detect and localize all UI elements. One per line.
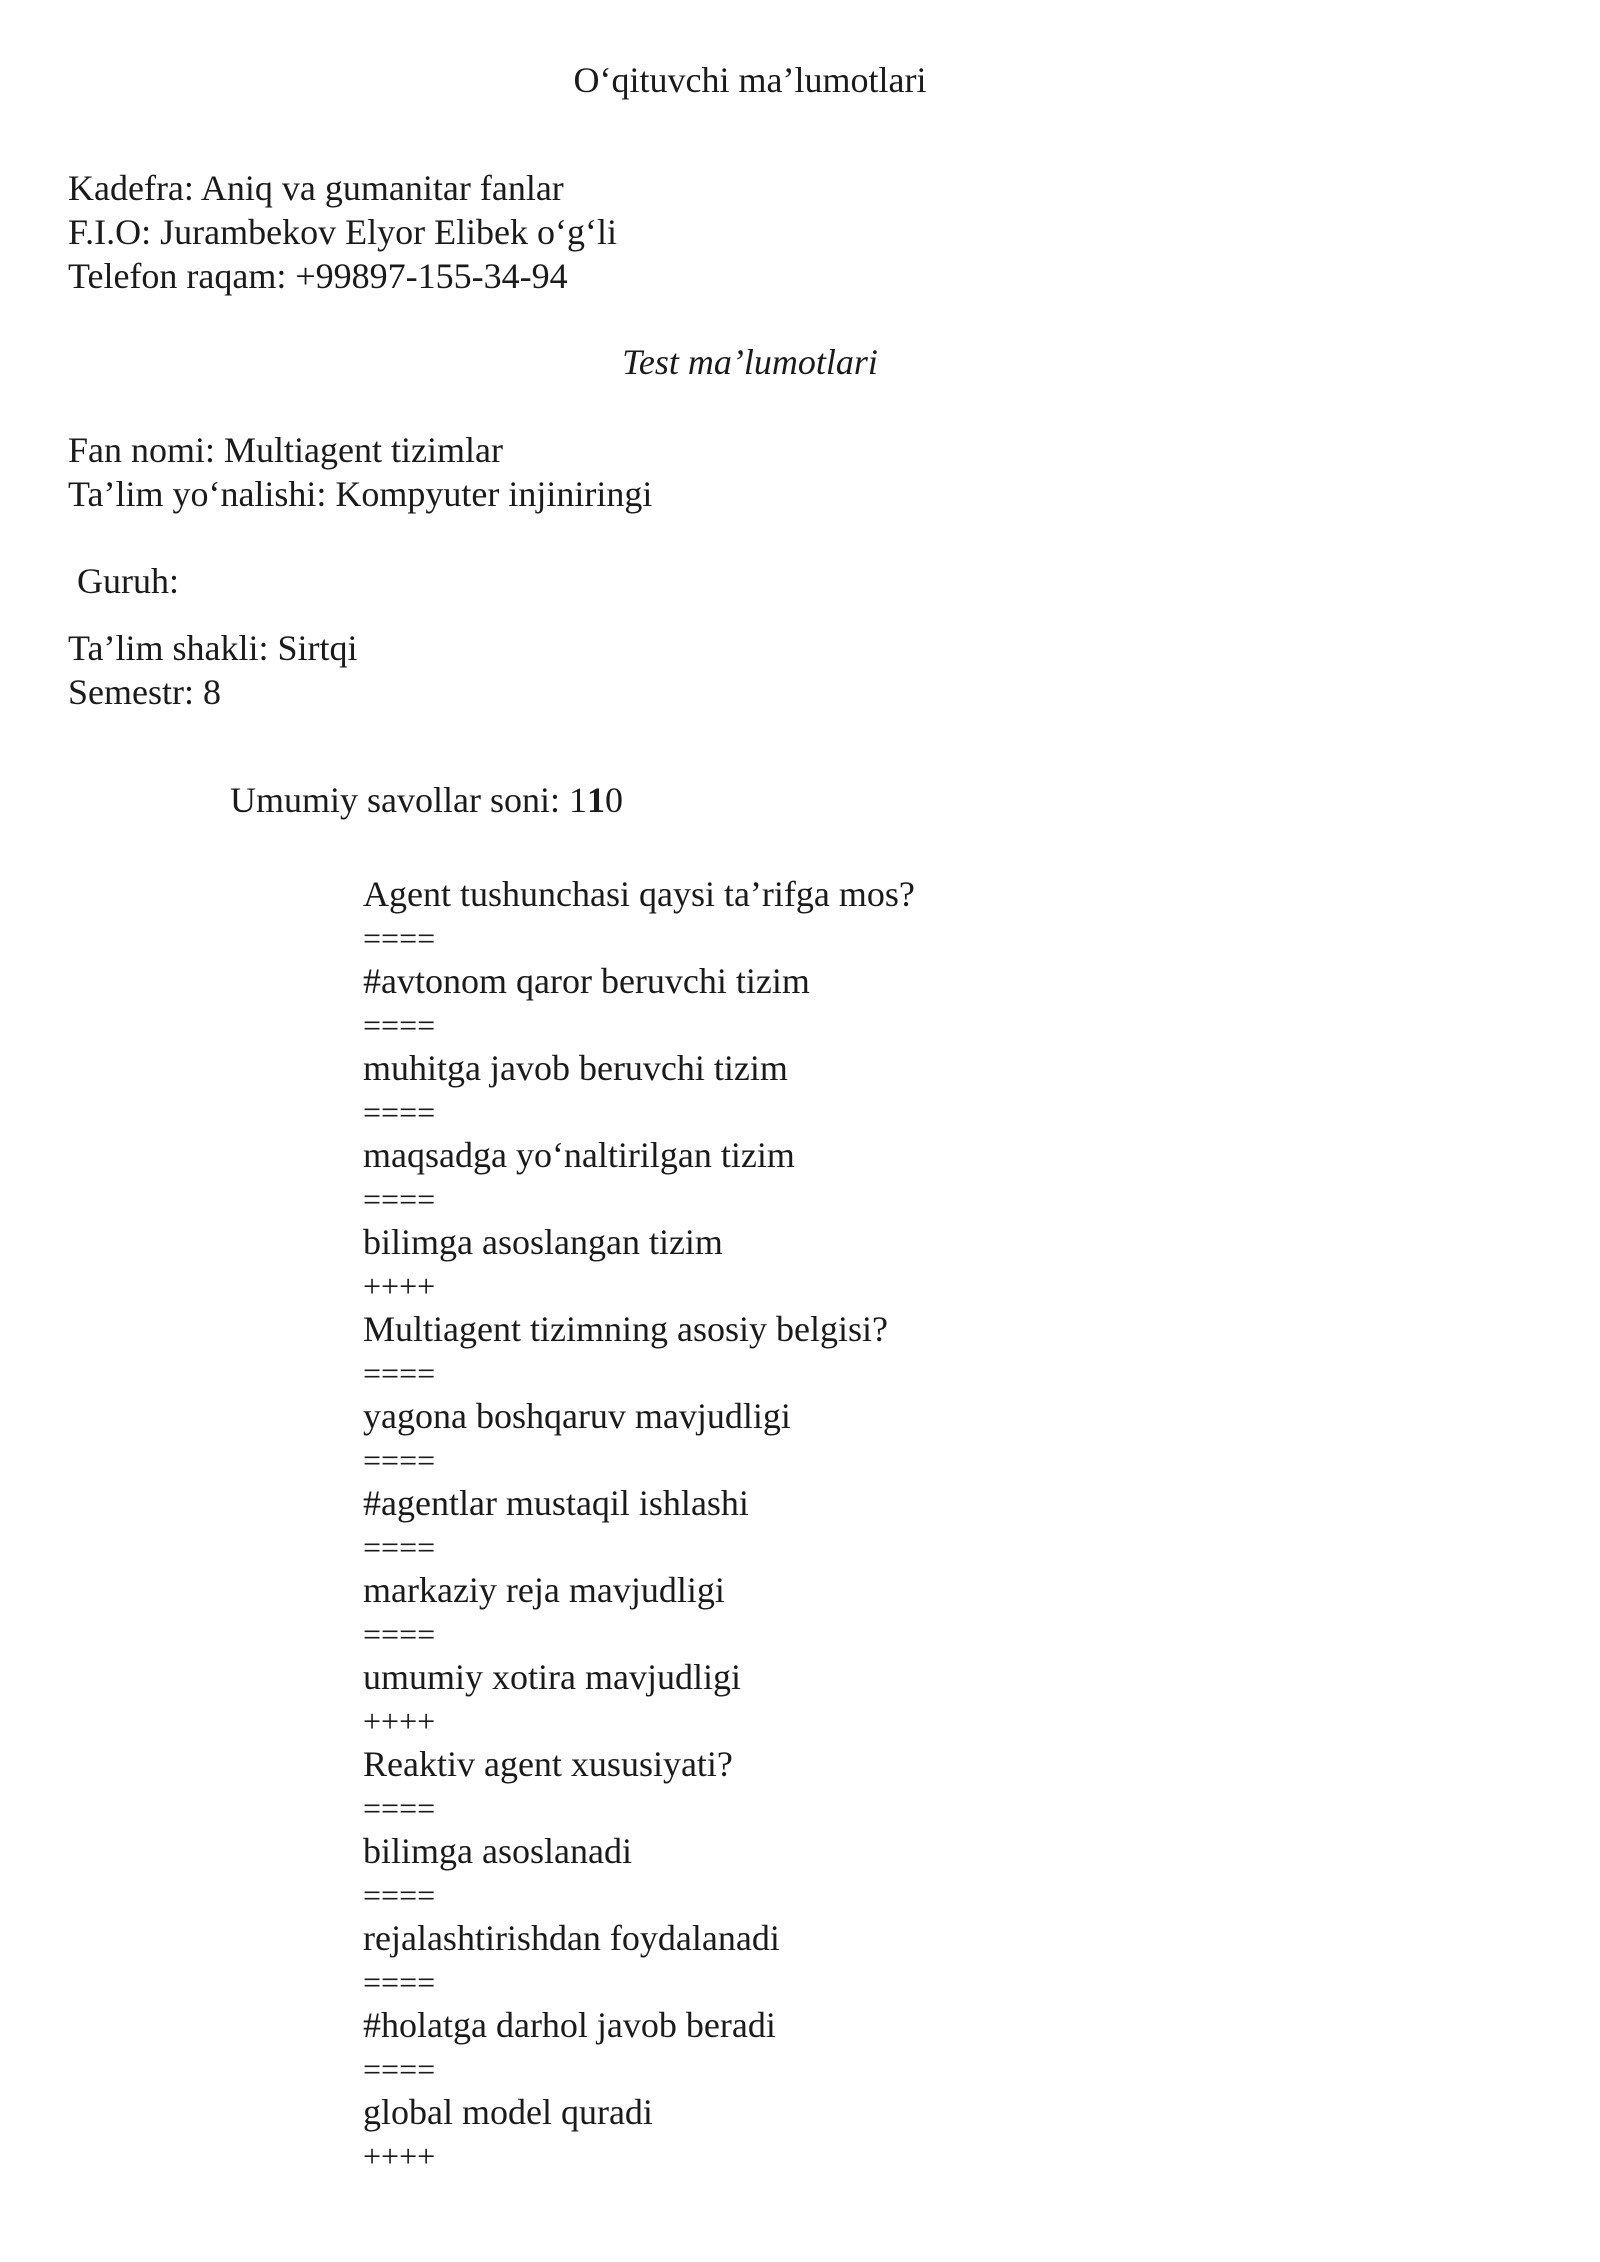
total-bold-digit: 1 xyxy=(586,780,605,820)
answer-option: bilimga asoslangan tizim xyxy=(363,1222,723,1262)
form-line: Ta’lim shakli: Sirtqi xyxy=(68,628,358,668)
option-separator: ==== xyxy=(363,919,436,956)
option-separator: ==== xyxy=(363,1963,436,2000)
option-separator: ==== xyxy=(363,1876,436,1913)
option-separator: ==== xyxy=(363,1528,436,1565)
correct-answer: #agentlar mustaqil ishlashi xyxy=(363,1483,749,1523)
department-line: Kadefra: Aniq va gumanitar fanlar xyxy=(68,168,564,208)
question-text: Reaktiv agent xususiyati? xyxy=(363,1744,733,1784)
answer-option: muhitga javob beruvchi tizim xyxy=(363,1048,788,1088)
option-separator: ==== xyxy=(363,1354,436,1391)
semester-line: Semestr: 8 xyxy=(68,672,221,712)
answer-option: maqsadga yo‘naltirilgan tizim xyxy=(363,1135,795,1175)
answer-option: markaziy reja mavjudligi xyxy=(363,1570,725,1610)
option-separator: ==== xyxy=(363,1615,436,1652)
total-suffix: 0 xyxy=(604,780,623,820)
question-separator: ++++ xyxy=(363,1702,436,1739)
group-line: Guruh: xyxy=(77,561,179,601)
question-separator: ++++ xyxy=(363,2137,436,2174)
correct-answer: #avtonom qaror beruvchi tizim xyxy=(363,961,810,1001)
option-separator: ==== xyxy=(363,1093,436,1130)
total-questions-line xyxy=(230,778,623,822)
answer-option: bilimga asoslanadi xyxy=(363,1831,632,1871)
subject-line: Fan nomi: Multiagent tizimlar xyxy=(68,430,503,470)
option-separator: ==== xyxy=(363,2050,436,2087)
quiz-block xyxy=(363,873,1463,2178)
option-separator: ==== xyxy=(363,1180,436,1217)
question-text: Multiagent tizimning asosiy belgisi? xyxy=(363,1309,888,1349)
option-separator: ==== xyxy=(363,1789,436,1826)
answer-option: global model quradi xyxy=(363,2092,653,2132)
test-heading: Test ma’lumotlari xyxy=(622,342,878,382)
answer-option: yagona boshqaruv mavjudligi xyxy=(363,1396,791,1436)
direction-line: Ta’lim yo‘nalishi: Kompyuter injiniringi xyxy=(68,474,653,514)
phone-line: Telefon raqam: +99897-155-34-94 xyxy=(68,256,568,296)
page-title: O‘qituvchi ma’lumotlari xyxy=(573,60,927,100)
question-text: Agent tushunchasi qaysi ta’rifga mos? xyxy=(363,874,915,914)
correct-answer: #holatga darhol javob beradi xyxy=(363,2005,776,2045)
option-separator: ==== xyxy=(363,1441,436,1478)
answer-option: rejalashtirishdan foydalanadi xyxy=(363,1918,780,1958)
answer-option: umumiy xotira mavjudligi xyxy=(363,1657,741,1697)
option-separator: ==== xyxy=(363,1006,436,1043)
total-prefix: Umumiy savollar soni: 1 xyxy=(230,780,587,820)
question-separator: ++++ xyxy=(363,1267,436,1304)
teacher-name-line: F.I.O: Jurambekov Elyor Elibek o‘g‘li xyxy=(68,212,618,252)
